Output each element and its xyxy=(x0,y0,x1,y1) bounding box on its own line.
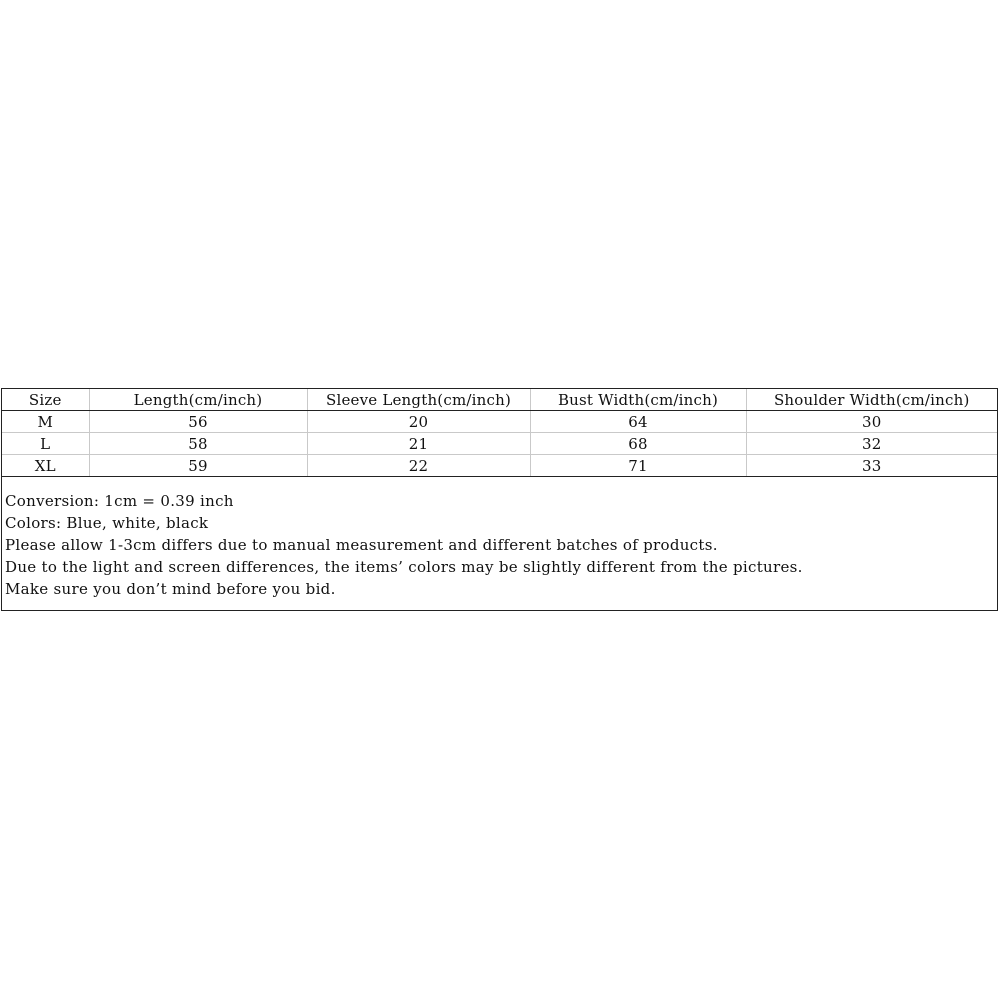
cell-bust-width: 71 xyxy=(530,455,746,477)
size-table xyxy=(2,389,997,477)
column-header-shoulder-width: Shoulder Width(cm/inch) xyxy=(746,389,997,411)
cell-size: XL xyxy=(2,455,89,477)
note-measurement-tolerance: Please allow 1-3cm differs due to manual measurement and different batches of products. xyxy=(5,536,718,554)
cell-shoulder-width: 33 xyxy=(746,455,997,477)
column-header-size: Size xyxy=(2,389,89,411)
column-header-bust-width: Bust Width(cm/inch) xyxy=(530,389,746,411)
cell-size: L xyxy=(2,433,89,455)
cell-sleeve-length: 21 xyxy=(307,433,530,455)
note-color-difference: Due to the light and screen differences, the items’ colors may be slightly different from the pictures. xyxy=(5,558,803,576)
notes-block xyxy=(5,490,995,600)
note-conversion: Conversion: 1cm = 0.39 inch xyxy=(5,492,234,510)
cell-bust-width: 68 xyxy=(530,433,746,455)
cell-sleeve-length: 22 xyxy=(307,455,530,477)
cell-shoulder-width: 30 xyxy=(746,411,997,433)
table-row xyxy=(2,455,997,477)
cell-length: 59 xyxy=(89,455,307,477)
note-colors: Colors: Blue, white, black xyxy=(5,514,209,532)
cell-length: 58 xyxy=(89,433,307,455)
table-row xyxy=(2,411,997,433)
column-header-length: Length(cm/inch) xyxy=(89,389,307,411)
table-header-row xyxy=(2,389,997,411)
size-chart-sheet xyxy=(1,388,998,611)
column-header-sleeve-length: Sleeve Length(cm/inch) xyxy=(307,389,530,411)
cell-shoulder-width: 32 xyxy=(746,433,997,455)
cell-size: M xyxy=(2,411,89,433)
cell-length: 56 xyxy=(89,411,307,433)
cell-sleeve-length: 20 xyxy=(307,411,530,433)
note-before-bid: Make sure you don’t mind before you bid. xyxy=(5,580,336,598)
table-row xyxy=(2,433,997,455)
cell-bust-width: 64 xyxy=(530,411,746,433)
